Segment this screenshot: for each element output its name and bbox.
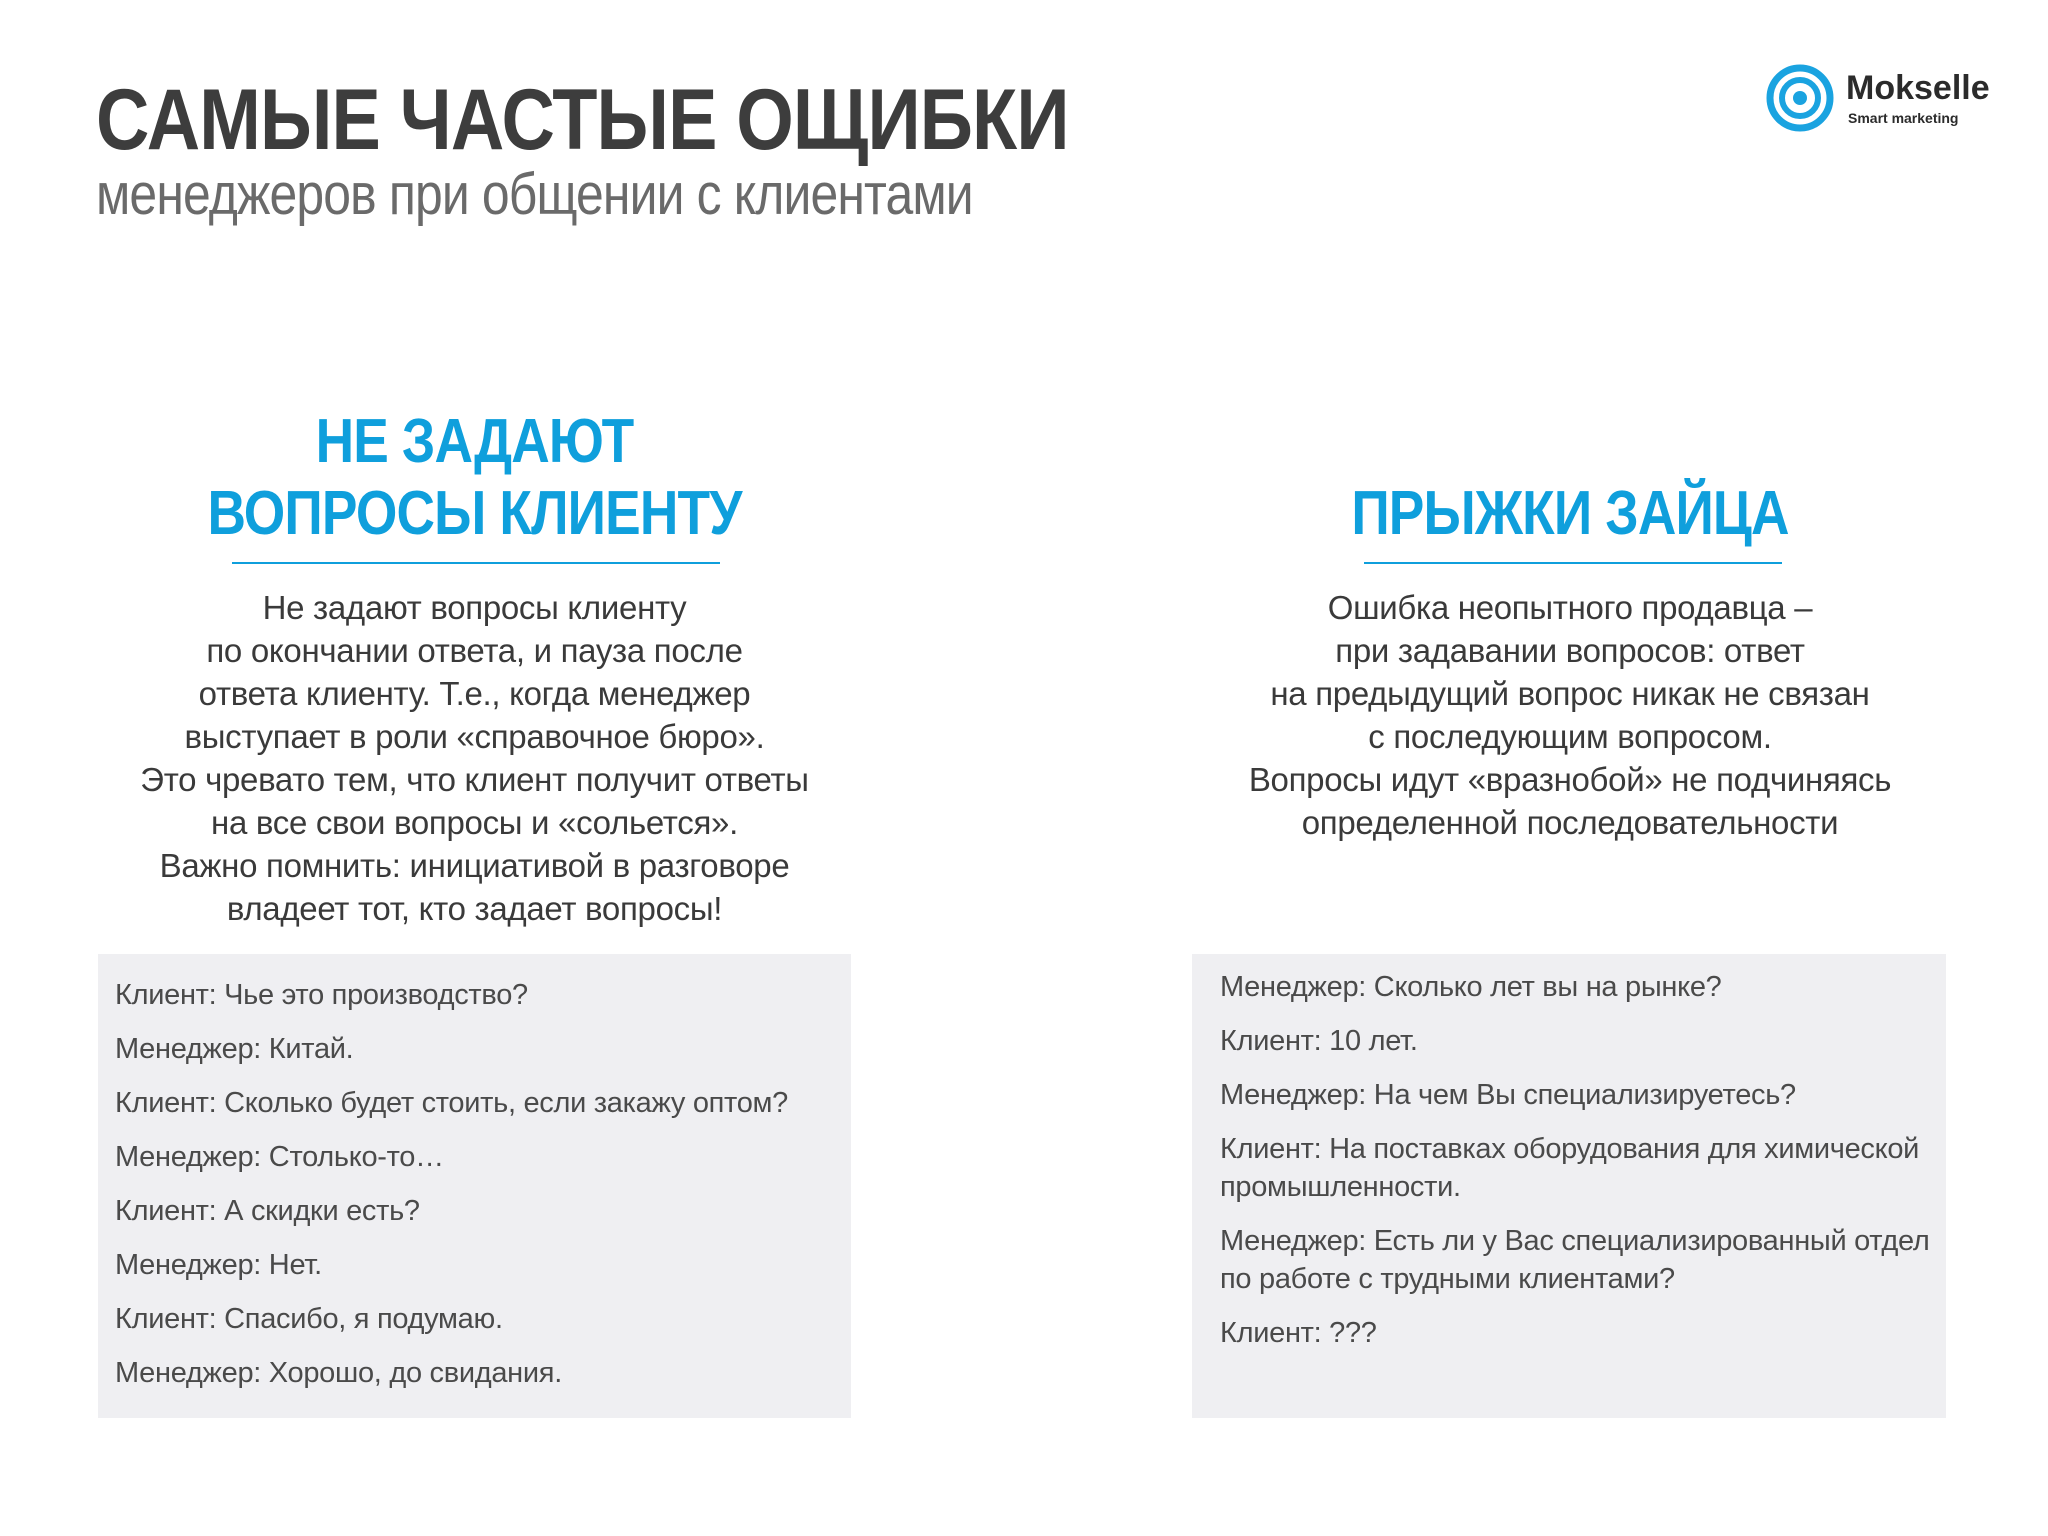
dialog-line: Клиент: Сколько будет стоить, если закажу оптом? xyxy=(115,1087,789,1119)
dialog-box-left xyxy=(98,954,851,1418)
heading-underline xyxy=(1364,562,1782,564)
dialog-list xyxy=(1220,968,1930,1352)
dialog-line: Менеджер: Китай. xyxy=(115,1033,354,1065)
page-title: САМЫЕ ЧАСТЫЕ ОЩИБКИ xyxy=(96,72,1069,168)
section-description: Ошибка неопытного продавца – при задавании вопросов: ответ на предыдущий вопрос никак не связан с последующим вопросом. Вопросы идут «вразнобой» не подчиняясь определенной последовательности xyxy=(1248,589,1892,841)
dialog-box-right xyxy=(1192,954,1946,1418)
dialog-line: Менеджер: Сколько лет вы на рынке? xyxy=(1220,971,1722,1003)
dialog-line: Менеджер: Хорошо, до свидания. xyxy=(115,1357,562,1389)
dialog-line: Клиент: Спасибо, я подумаю. xyxy=(115,1303,503,1335)
logo-name: Mokselle xyxy=(1846,69,1990,107)
dialog-line: Клиент: 10 лет. xyxy=(1220,1025,1418,1057)
dialog-line: Менеджер: Есть ли у Вас специализированный отдел по работе с трудными клиентами? xyxy=(1220,1225,1930,1295)
section-left xyxy=(98,400,851,930)
dialog-line: Менеджер: Нет. xyxy=(115,1249,322,1281)
dialog-line: Клиент: Чье это производство? xyxy=(115,979,528,1011)
section-heading-wrap xyxy=(98,400,851,564)
section-heading: НЕ ЗАДАЮТ ВОПРОСЫ КЛИЕНТУ xyxy=(207,407,742,548)
dialog-list xyxy=(115,976,835,1392)
logo-tagline: Smart marketing xyxy=(1848,110,1959,126)
logo-circle-icon xyxy=(1766,64,1834,132)
page-subtitle: менеджеров при общении с клиентами xyxy=(96,162,973,227)
section-description: Не задают вопросы клиенту по окончании ответа, и пауза после ответа клиенту. Т.е., когда менеджер выступает в роли «справочное бюро». Это чревато тем, что клиент получит ответы на все свои вопросы и «сольется». Важно помнить: инициативой в разговоре владеет тот, кто задает вопросы! xyxy=(140,589,809,927)
heading-underline xyxy=(232,562,720,564)
dialog-line: Менеджер: Столько-то… xyxy=(115,1141,444,1173)
dialog-line: Клиент: А скидки есть? xyxy=(115,1195,420,1227)
dialog-line: Менеджер: На чем Вы специализируетесь? xyxy=(1220,1079,1796,1111)
section-heading-wrap xyxy=(1194,400,1946,564)
section-right xyxy=(1194,400,1946,844)
section-heading: ПРЫЖКИ ЗАЙЦА xyxy=(1351,479,1789,548)
dialog-line: Клиент: ??? xyxy=(1220,1317,1377,1349)
dialog-line: Клиент: На поставках оборудования для химической промышленности. xyxy=(1220,1133,1920,1203)
logo xyxy=(1766,64,2006,138)
